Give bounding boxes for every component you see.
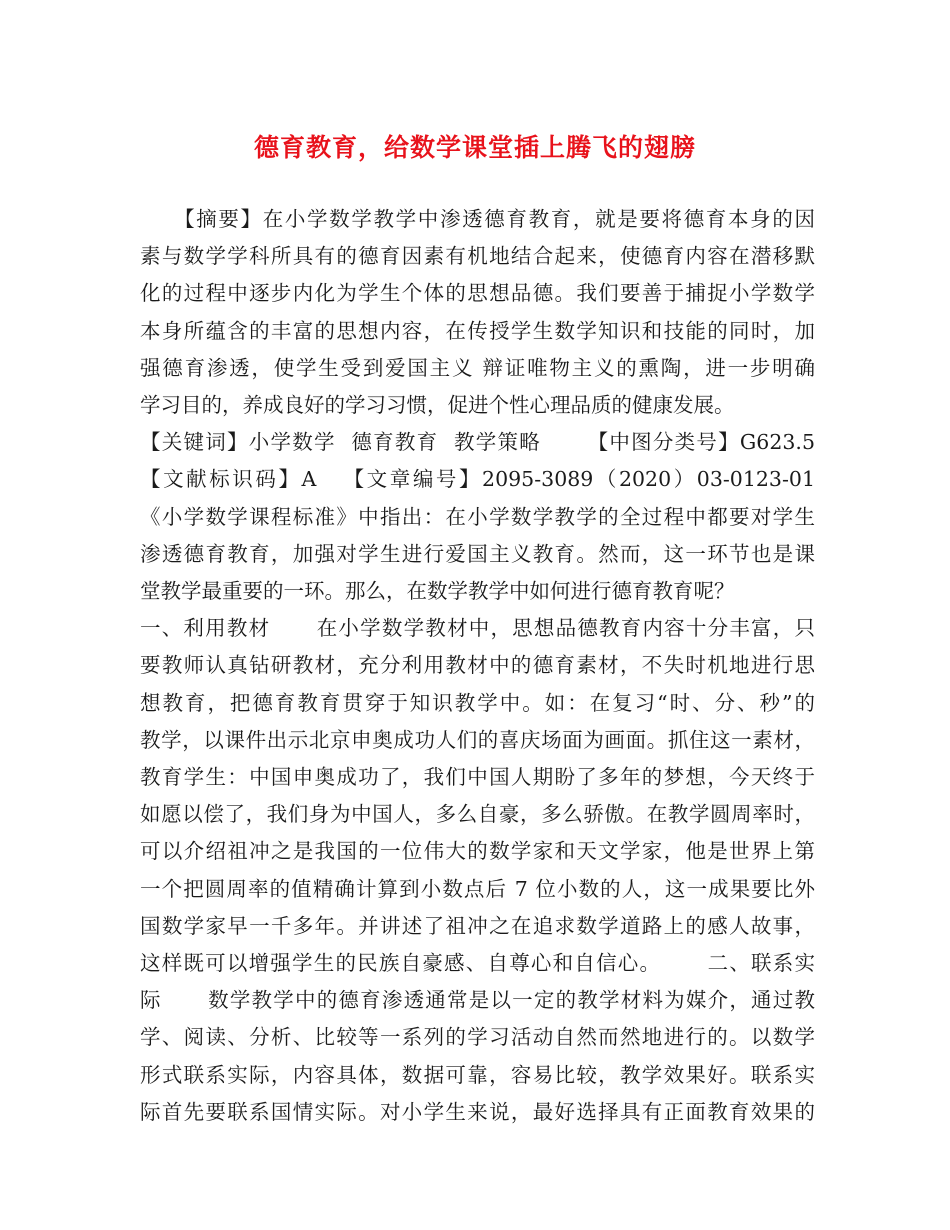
body-line: 国数学家早一千多年。并讲述了祖冲之在追求数学道路上的感人故事， <box>140 913 815 938</box>
body-line: 【文献标识码】A 【文章编号】2095-3089（2020）03-0123-01 <box>140 467 815 492</box>
body-line: 学、阅读、分析、比较等一系列的学习活动自然而然地进行的。以数学 <box>140 1025 815 1050</box>
body-line: 本身所蕴含的丰富的思想内容，在传授学生数学知识和技能的同时，加 <box>140 318 815 343</box>
body-line: 一个把圆周率的值精确计算到小数点后 7 位小数的人，这一成果要比外 <box>140 876 815 901</box>
document-title: 德育教育，给数学课堂插上腾飞的翅膀 <box>253 133 696 162</box>
body-line: 一、利用教材 在小学数学教材中，思想品德教育内容十分丰富，只 <box>140 616 815 641</box>
body-line: 强德育渗透，使学生受到爱国主义 辩证唯物主义的熏陶，进一步明确 <box>140 355 815 380</box>
body-line: 际首先要联系国情实际。对小学生来说，最好选择具有正面教育效果的 <box>140 1099 815 1124</box>
body-line: 教学，以课件出示北京申奥成功人们的喜庆场面为画面。抓住这一素材， <box>140 727 815 752</box>
body-line: 【关键词】小学数学 德育教育 教学策略 【中图分类号】G623.5 <box>140 430 815 455</box>
body-line: 要教师认真钻研教材，充分利用教材中的德育素材，不失时机地进行思 <box>140 653 815 678</box>
body-line: 这样既可以增强学生的民族自豪感、自尊心和自信心。 二、联系实 <box>140 951 815 975</box>
body-line: 如愿以偿了，我们身为中国人，多么自豪，多么骄傲。在教学圆周率时， <box>140 802 815 827</box>
body-line: 学习目的，养成良好的学习习惯，促进个性心理品质的健康发展。 <box>140 393 735 417</box>
body-line: 际 数学教学中的德育渗透通常是以一定的教学材料为媒介，通过教 <box>140 988 815 1013</box>
body-line: 想教育，把德育教育贯穿于知识教学中。如：在复习“时、分、秒”的 <box>140 690 815 715</box>
body-line: 素与数学学科所具有的德育因素有机地结合起来，使德育内容在潜移默 <box>140 244 815 269</box>
body-line: 渗透德育教育，加强对学生进行爱国主义教育。然而，这一环节也是课 <box>140 541 815 566</box>
body-line: 可以介绍祖冲之是我国的一位伟大的数学家和天文学家，他是世界上第 <box>140 839 815 864</box>
body-line: 教育学生：中国申奥成功了，我们中国人期盼了多年的梦想，今天终于 <box>140 765 815 789</box>
body-line: 【摘要】在小学数学教学中渗透德育教育，就是要将德育本身的因 <box>140 207 815 231</box>
body-line: 《小学数学课程标准》中指出：在小学数学教学的全过程中都要对学生 <box>140 504 815 529</box>
body-line: 形式联系实际，内容具体，数据可靠，容易比较，教学效果好。联系实 <box>140 1062 815 1087</box>
body-line: 化的过程中逐步内化为学生个体的思想品德。我们要善于捕捉小学数学 <box>140 281 815 306</box>
body-line: 堂教学最重要的一环。那么，在数学教学中如何进行德育教育呢？ <box>140 579 735 603</box>
